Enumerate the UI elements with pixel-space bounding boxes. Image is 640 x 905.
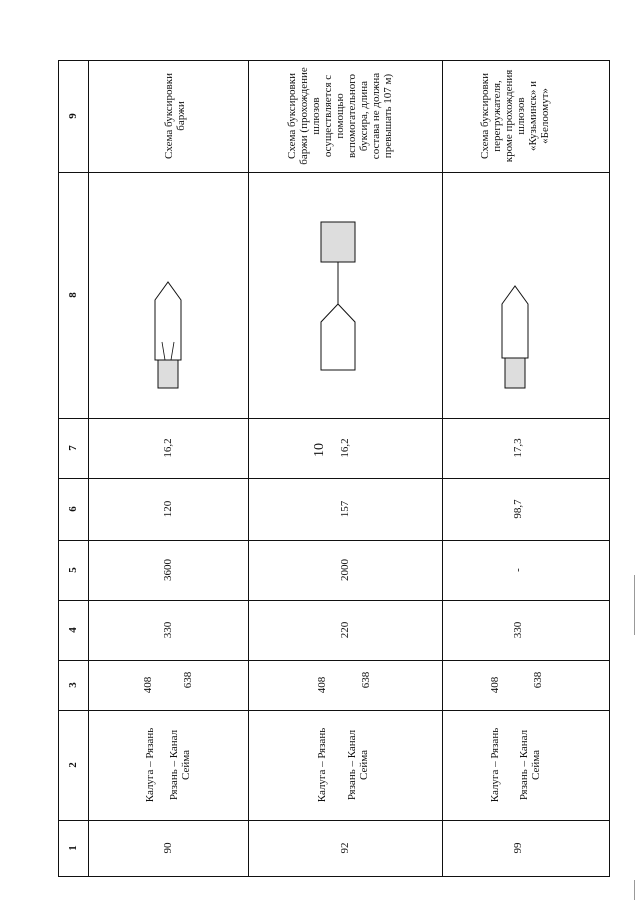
barge-pusher-diagram — [148, 280, 188, 390]
col7-value: 16,2 — [339, 438, 351, 458]
col4-value: 330 — [162, 621, 174, 639]
col5-value: 3600 — [162, 559, 174, 581]
header-col-8: 8 — [67, 292, 79, 298]
header-col-3: 3 — [67, 682, 79, 688]
header-col-6: 6 — [67, 506, 79, 512]
header-col-7: 7 — [67, 445, 79, 451]
col6-value: 98,7 — [512, 499, 524, 519]
tow-assist-diagram — [318, 220, 358, 380]
page-number: 10 — [312, 443, 327, 457]
row-id: 90 — [162, 842, 174, 854]
header-col-5: 5 — [67, 567, 79, 573]
col5-value: - — [512, 568, 524, 572]
route-line-2: Рязань – Канал Сейма — [168, 729, 192, 801]
col7-value: 17,3 — [512, 438, 524, 458]
col6-value: 120 — [162, 500, 174, 518]
route-line-1: Калуга – Рязань — [316, 727, 328, 803]
row-id: 99 — [512, 842, 524, 854]
col7-value: 16,2 — [162, 438, 174, 458]
scheme-note: Схема буксировки перегружателя, кроме прохождения шлюзов «Кузьминск» и «Белоомут» — [479, 69, 551, 163]
route-line-2: Рязань – Канал Сейма — [346, 729, 370, 801]
route-line-1: Калуга – Рязань — [144, 727, 156, 803]
km-value-1: 408 — [142, 676, 154, 694]
km-value-1: 408 — [316, 676, 328, 694]
scan-mark — [634, 880, 635, 900]
km-value-2: 638 — [532, 671, 544, 689]
col6-value: 157 — [339, 500, 351, 518]
km-value-1: 408 — [489, 676, 501, 694]
reloader-diagram — [498, 282, 538, 392]
header-col-9: 9 — [67, 113, 79, 119]
col4-value: 330 — [512, 621, 524, 639]
header-col-4: 4 — [67, 627, 79, 633]
route-line-1: Калуга – Рязань — [489, 727, 501, 803]
header-col-1: 1 — [67, 845, 79, 851]
col4-value: 220 — [339, 621, 351, 639]
row-id: 92 — [339, 842, 351, 854]
header-col-2: 2 — [67, 762, 79, 768]
km-value-2: 638 — [360, 671, 372, 689]
scheme-note: Схема буксировки баржи (прохождение шлюзов осуществляется с помощью вспомогательного буксира, длина состава не должна превышать 107 м) — [286, 67, 394, 165]
route-line-2: Рязань – Канал Сейма — [518, 729, 542, 801]
km-value-2: 638 — [182, 671, 194, 689]
col5-value: 2000 — [339, 559, 351, 581]
scheme-note: Схема буксировки баржи — [163, 73, 187, 159]
scan-mark — [634, 575, 635, 635]
